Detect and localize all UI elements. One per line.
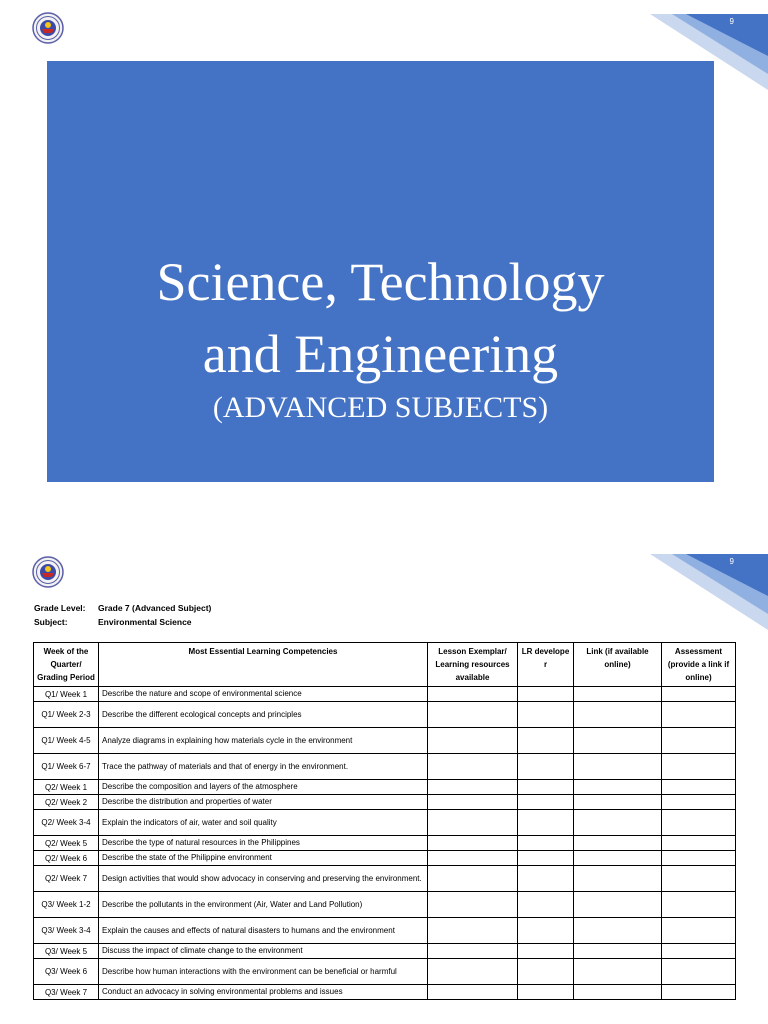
empty-cell — [428, 851, 518, 866]
empty-cell — [574, 702, 662, 728]
empty-cell — [662, 702, 736, 728]
title-banner — [47, 61, 714, 482]
empty-cell — [574, 892, 662, 918]
empty-cell — [428, 918, 518, 944]
empty-cell — [518, 985, 574, 1000]
week-cell: Q2/ Week 5 — [34, 836, 99, 851]
table-row — [34, 687, 736, 702]
competency-cell: Describe the composition and layers of the atmosphere — [99, 780, 428, 795]
empty-cell — [518, 944, 574, 959]
empty-cell — [428, 892, 518, 918]
table-row — [34, 754, 736, 780]
table-row — [34, 866, 736, 892]
empty-cell — [428, 687, 518, 702]
table-row — [34, 918, 736, 944]
empty-cell — [518, 892, 574, 918]
empty-cell — [518, 918, 574, 944]
competency-cell: Conduct an advocacy in solving environmental problems and issues — [99, 985, 428, 1000]
table-header-row — [34, 643, 736, 687]
competency-cell: Describe the different ecological concepts and principles — [99, 702, 428, 728]
table-row — [34, 836, 736, 851]
empty-cell — [428, 985, 518, 1000]
empty-cell — [662, 754, 736, 780]
header-link: Link (if available online) — [574, 643, 662, 687]
week-cell: Q1/ Week 2-3 — [34, 702, 99, 728]
deped-seal-icon — [32, 12, 64, 44]
competency-cell: Explain the causes and effects of natural disasters to humans and the environment — [99, 918, 428, 944]
page-number: 9 — [729, 557, 734, 566]
empty-cell — [518, 959, 574, 985]
corner-decoration — [646, 540, 768, 630]
week-cell: Q1/ Week 4-5 — [34, 728, 99, 754]
empty-cell — [518, 754, 574, 780]
empty-cell — [518, 702, 574, 728]
empty-cell — [574, 780, 662, 795]
competency-cell: Describe the state of the Philippine environment — [99, 851, 428, 866]
week-cell: Q2/ Week 3-4 — [34, 810, 99, 836]
grade-level-value: Grade 7 (Advanced Subject) — [98, 603, 212, 613]
empty-cell — [428, 866, 518, 892]
empty-cell — [662, 985, 736, 1000]
empty-cell — [662, 795, 736, 810]
competency-cell: Design activities that would show advocacy in conserving and preserving the environment. — [99, 866, 428, 892]
competency-cell: Describe how human interactions with the environment can be beneficial or harmful — [99, 959, 428, 985]
empty-cell — [518, 780, 574, 795]
empty-cell — [518, 851, 574, 866]
empty-cell — [574, 836, 662, 851]
table-row — [34, 702, 736, 728]
empty-cell — [574, 959, 662, 985]
competency-cell: Trace the pathway of materials and that of energy in the environment. — [99, 754, 428, 780]
subject-line — [34, 617, 192, 627]
competency-cell: Describe the nature and scope of environmental science — [99, 687, 428, 702]
empty-cell — [574, 687, 662, 702]
empty-cell — [662, 780, 736, 795]
empty-cell — [574, 728, 662, 754]
empty-cell — [518, 795, 574, 810]
empty-cell — [428, 810, 518, 836]
empty-cell — [574, 985, 662, 1000]
empty-cell — [574, 795, 662, 810]
deped-seal-icon — [32, 556, 64, 588]
page-number: 9 — [729, 17, 734, 26]
empty-cell — [662, 836, 736, 851]
week-cell: Q1/ Week 6-7 — [34, 754, 99, 780]
table-row — [34, 795, 736, 810]
empty-cell — [662, 944, 736, 959]
week-cell: Q2/ Week 6 — [34, 851, 99, 866]
empty-cell — [574, 754, 662, 780]
competency-cell: Describe the pollutants in the environment (Air, Water and Land Pollution) — [99, 892, 428, 918]
competency-cell: Explain the indicators of air, water and soil quality — [99, 810, 428, 836]
empty-cell — [574, 918, 662, 944]
table-row — [34, 780, 736, 795]
week-cell: Q2/ Week 1 — [34, 780, 99, 795]
empty-cell — [662, 892, 736, 918]
empty-cell — [428, 702, 518, 728]
competency-cell: Describe the type of natural resources in the Philippines — [99, 836, 428, 851]
slide-title — [47, 246, 714, 390]
competency-cell: Discuss the impact of climate change to the environment — [99, 944, 428, 959]
empty-cell — [428, 944, 518, 959]
title-line-2: and Engineering — [202, 324, 559, 384]
header-assessment: Assessment (provide a link if online) — [662, 643, 736, 687]
empty-cell — [662, 851, 736, 866]
competency-cell: Analyze diagrams in explaining how materials cycle in the environment — [99, 728, 428, 754]
empty-cell — [428, 959, 518, 985]
empty-cell — [662, 918, 736, 944]
week-cell: Q1/ Week 1 — [34, 687, 99, 702]
title-line-1: Science, Technology — [156, 252, 605, 312]
empty-cell — [574, 810, 662, 836]
table-row — [34, 892, 736, 918]
empty-cell — [518, 866, 574, 892]
competency-slide — [0, 540, 768, 1024]
header-lr-developer: LR develope r — [518, 643, 574, 687]
empty-cell — [662, 959, 736, 985]
empty-cell — [574, 866, 662, 892]
empty-cell — [574, 944, 662, 959]
header-lesson-exemplar: Lesson Exemplar/ Learning resources available — [428, 643, 518, 687]
grade-level-label: Grade Level: — [34, 603, 86, 613]
week-cell: Q3/ Week 7 — [34, 985, 99, 1000]
empty-cell — [662, 728, 736, 754]
header-competency: Most Essential Learning Competencies — [99, 643, 428, 687]
header-week: Week of the Quarter/ Grading Period — [34, 643, 99, 687]
table-row — [34, 851, 736, 866]
week-cell: Q3/ Week 3-4 — [34, 918, 99, 944]
empty-cell — [428, 836, 518, 851]
empty-cell — [574, 851, 662, 866]
week-cell: Q3/ Week 6 — [34, 959, 99, 985]
empty-cell — [428, 728, 518, 754]
subject-label: Subject: — [34, 617, 68, 627]
week-cell: Q2/ Week 2 — [34, 795, 99, 810]
empty-cell — [662, 866, 736, 892]
empty-cell — [428, 754, 518, 780]
competency-table — [33, 642, 736, 1000]
week-cell: Q2/ Week 7 — [34, 866, 99, 892]
competency-cell: Describe the distribution and properties of water — [99, 795, 428, 810]
empty-cell — [518, 836, 574, 851]
table-row — [34, 959, 736, 985]
empty-cell — [662, 810, 736, 836]
week-cell: Q3/ Week 1-2 — [34, 892, 99, 918]
table-row — [34, 985, 736, 1000]
empty-cell — [518, 728, 574, 754]
table-row — [34, 944, 736, 959]
week-cell: Q3/ Week 5 — [34, 944, 99, 959]
subject-value: Environmental Science — [98, 617, 192, 627]
table-row — [34, 728, 736, 754]
empty-cell — [428, 795, 518, 810]
grade-level-line — [34, 603, 211, 613]
table-row — [34, 810, 736, 836]
empty-cell — [518, 687, 574, 702]
slide-subtitle: (ADVANCED SUBJECTS) — [212, 391, 549, 424]
empty-cell — [428, 780, 518, 795]
empty-cell — [662, 687, 736, 702]
empty-cell — [518, 810, 574, 836]
